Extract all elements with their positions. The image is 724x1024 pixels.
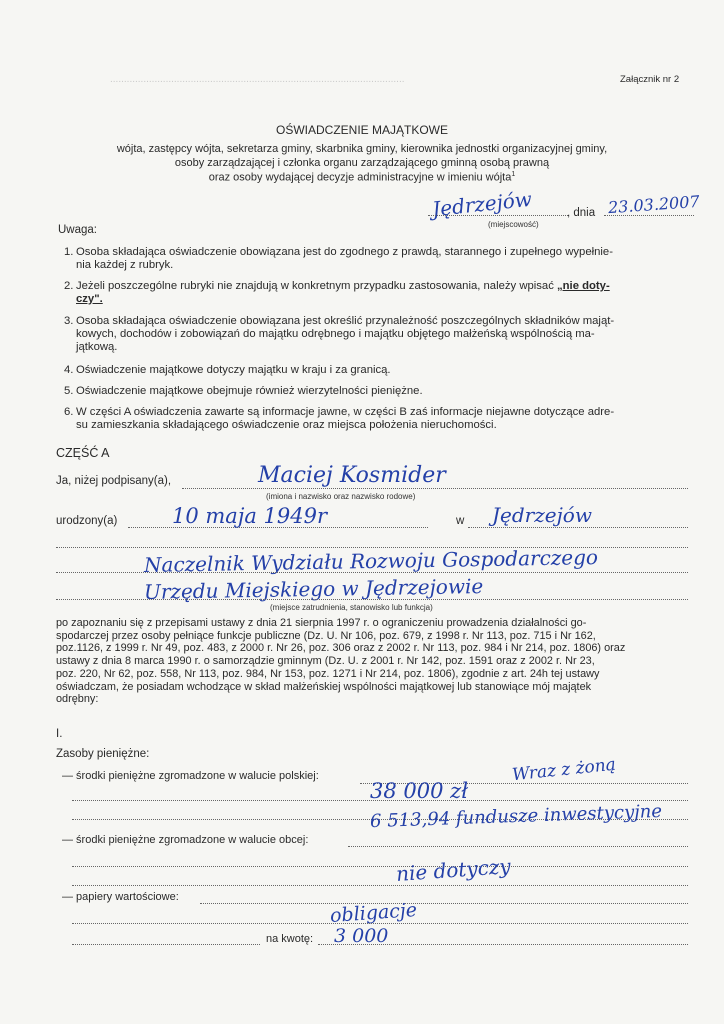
note-line: Oświadczenie majątkowe obejmuje również wierzytelności pieniężne. xyxy=(76,385,423,397)
note-emphasis-end: czy". xyxy=(76,293,103,305)
note-line: Oświadczenie majątkowe dotyczy majątku w kraju i za granicą. xyxy=(76,364,391,376)
born-date-handwritten: 10 maja 1949r xyxy=(172,504,328,528)
note-line: su zamieszkania składającego oświadczenie oraz miejsca położenia nieruchomości. xyxy=(76,419,497,431)
legal-line: odrębny: xyxy=(56,693,99,706)
name-line xyxy=(182,488,688,489)
document-title: OŚWIADCZENIE MAJĄTKOWE xyxy=(275,123,448,137)
note-number: 5. xyxy=(64,385,74,397)
name-handwritten: Maciej Kosmider xyxy=(258,463,446,488)
note-4 xyxy=(64,364,391,377)
signed-label: Ja, niżej podpisany(a), xyxy=(56,475,172,487)
footnote-mark: 1 xyxy=(511,171,516,178)
note-line xyxy=(76,280,610,293)
employment-line-1 xyxy=(56,572,688,573)
note-1 xyxy=(64,246,613,272)
note-number: 2. xyxy=(64,280,74,292)
securities-line-2 xyxy=(72,923,688,924)
note-line xyxy=(76,293,610,306)
born-place-line xyxy=(468,527,688,528)
legal-line: poz. 220, Nr 62, poz. 558, Nr 113, poz. 984, Nr 153, poz. 1271 i Nr 214, poz. 1806), zgodnie z art. 24h tej ustawy xyxy=(56,667,600,680)
note-line: W części A oświadczenia zawarte są informacje jawne, w części B zaś informacje niejawne dotyczące adre- xyxy=(76,406,615,418)
legal-line: poz.1126, z 1999 r. Nr 49, poz. 483, z 2000 r. Nr 26, poz. 306 oraz z 2002 r. Nr 113, poz. 984 i Nr 214, poz. 1806) oraz xyxy=(56,642,626,655)
note-number: 6. xyxy=(64,406,74,418)
pln-handwritten-1: Wraz z żoną xyxy=(511,754,617,786)
note-number: 1. xyxy=(64,246,74,258)
legal-line: oświadczam, że posiadam wchodzące w skład małżeńskiej wspólności majątkowej lub stanowiące mój majątek xyxy=(56,680,592,693)
foreign-line-3 xyxy=(72,885,688,886)
employment-handwritten-1: Naczelnik Wydziału Rozwoju Gospodarczego xyxy=(143,545,599,577)
date-line xyxy=(604,215,694,216)
employment-line-2 xyxy=(56,599,688,600)
notes-title: Uwaga: xyxy=(58,224,97,236)
date-label: , dnia xyxy=(567,207,596,219)
section-1-number: I. xyxy=(56,728,63,740)
note-line: nia każdej z rubryk. xyxy=(76,259,174,271)
note-line: Osoba składająca oświadczenie obowiązana jest do zgodnego z prawdą, starannego i zupełnego wypełnie- xyxy=(76,246,613,258)
amount-handwritten: 3 000 xyxy=(334,925,389,947)
subtitle-line-2: osoby zarządzającej i członka organu zarządzającego gminną osobą prawną xyxy=(174,157,550,169)
securities-label: — papiery wartościowe: xyxy=(62,891,179,903)
note-line-text: Jeżeli poszczególne rubryki nie znajdują w konkretnym przypadku zastosowania, należy wpisać xyxy=(76,280,554,292)
note-line: kowych, dochodów i zobowiązań do majątku odrębnego i majątku objętego małżeńską wspólnością ma- xyxy=(76,328,595,340)
subtitle-line-3-text: oraz osoby wydającej decyzje administracyjne w imieniu wójta xyxy=(208,171,512,184)
name-caption: (imiona i nazwisko oraz nazwisko rodowe) xyxy=(266,492,416,501)
foreign-line-2 xyxy=(72,866,688,867)
attachment-label: Załącznik nr 2 xyxy=(620,74,680,85)
pln-handwritten-3: 6 513,94 fundusze inwestycyjne xyxy=(369,800,663,833)
born-label: urodzony(a) xyxy=(56,515,118,527)
note-3 xyxy=(64,315,615,354)
legal-line: spodarczej przez osoby pełniące funkcje publiczne (Dz. U. Nr 106, poz. 679, z 1998 r. Nr 113, poz. 715 i Nr 162, xyxy=(56,629,596,642)
amount-label: na kwotę: xyxy=(266,933,314,945)
place-caption: (miejscowość) xyxy=(488,220,539,229)
note-line: jątkową. xyxy=(76,341,118,353)
part-a-heading: CZĘŚĆ A xyxy=(56,446,110,460)
place-handwritten: Jędrzejów xyxy=(431,186,533,222)
note-line: Osoba składająca oświadczenie obowiązana jest określić przynależność poszczególnych składników mająt- xyxy=(76,315,615,327)
foreign-line-1 xyxy=(348,846,688,847)
legal-line: ustawy z dnia 8 marca 1990 r. o samorządzie gminnym (Dz. U. z 2001 r. Nr 142, poz. 1591 oraz z 2002 r. Nr 23, xyxy=(56,655,595,668)
place-line xyxy=(428,215,568,216)
legal-line: po zapoznaniu się z przepisami ustawy z dnia 21 sierpnia 1997 r. o ograniczeniu prowadzenia działalności go- xyxy=(56,617,587,629)
subtitle-line-1: wójta, zastępcy wójta, sekretarza gminy, skarbnika gminy, kierownika jednostki organizacyjnej gminy, xyxy=(116,143,608,155)
section-1-title: Zasoby pieniężne: xyxy=(56,748,150,760)
legal-paragraph xyxy=(56,617,625,706)
show-through-text: .......................................................................................................... xyxy=(110,74,405,85)
note-number: 3. xyxy=(64,315,74,327)
securities-handwritten: obligacje xyxy=(329,898,418,928)
foreign-handwritten: nie dotyczy xyxy=(395,854,512,886)
amount-pre-line xyxy=(72,944,260,945)
date-handwritten: 23.03.2007 xyxy=(607,191,701,218)
note-6 xyxy=(64,406,615,432)
employment-caption: (miejsce zatrudnienia, stanowisko lub funkcja) xyxy=(270,603,433,612)
subtitle-line-3 xyxy=(0,171,724,184)
pln-label: — środki pieniężne zgromadzone w walucie polskiej: xyxy=(62,770,319,782)
note-emphasis: „nie doty- xyxy=(557,280,610,292)
note-2 xyxy=(64,280,610,306)
pln-handwritten-2: 38 000 zł xyxy=(370,779,469,803)
note-5 xyxy=(64,385,423,398)
employment-handwritten-2: Urzędu Miejskiego w Jędrzejowie xyxy=(143,574,484,604)
born-in-label: w xyxy=(456,515,465,527)
securities-line-1 xyxy=(200,903,688,904)
born-place-handwritten: Jędrzejów xyxy=(492,503,592,527)
note-number: 4. xyxy=(64,364,74,376)
foreign-label: — środki pieniężne zgromadzone w walucie obcej: xyxy=(62,834,309,846)
